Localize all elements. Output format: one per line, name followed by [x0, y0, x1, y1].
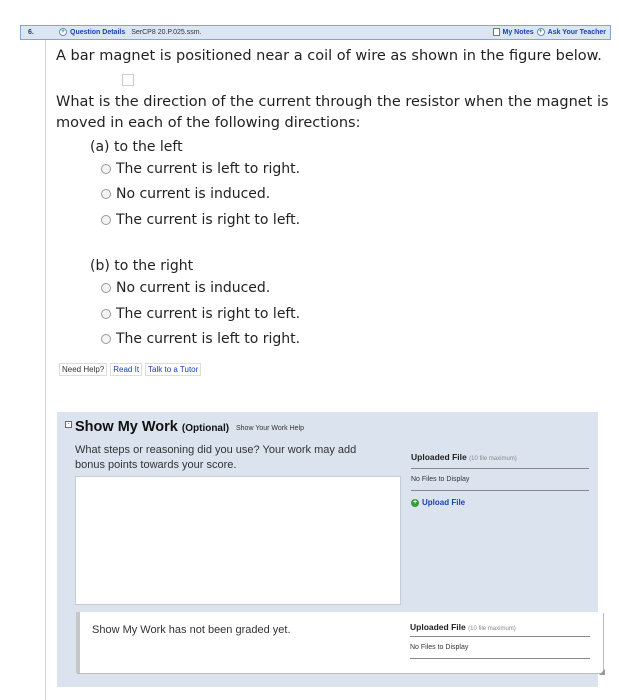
question-details-toggle[interactable]	[59, 28, 202, 36]
part-b-label: (b) to the right	[90, 258, 194, 274]
file-max-note: (10 file maximum)	[469, 456, 517, 462]
expand-circle-icon[interactable]: +	[59, 28, 67, 36]
show-my-work-title	[75, 419, 229, 435]
part-a-option-1[interactable]	[101, 161, 300, 177]
question-number: 6.	[28, 29, 34, 36]
ask-teacher-icon[interactable]: +	[537, 28, 545, 36]
question-header-bar	[20, 25, 611, 40]
talk-to-tutor-button[interactable]: Talk to a Tutor	[145, 363, 201, 376]
part-b-option-2[interactable]	[101, 306, 300, 322]
upload-file-label[interactable]: Upload File	[422, 498, 466, 507]
question-details-link[interactable]: Question Details	[70, 28, 126, 36]
show-my-work-question-line1: What steps or reasoning did you use? Your work may add	[75, 444, 357, 456]
divider	[411, 468, 589, 469]
radio-button[interactable]	[101, 189, 111, 199]
option-label: No current is induced.	[116, 186, 271, 202]
left-divider	[45, 40, 46, 700]
grading-status-box	[76, 612, 603, 673]
help-row	[59, 363, 201, 376]
radio-button[interactable]	[101, 164, 111, 174]
not-graded-message: Show My Work has not been graded yet.	[92, 624, 291, 636]
no-files-label: No Files to Display	[411, 476, 470, 483]
graded-uploaded-file-header	[410, 622, 516, 632]
show-my-work-panel	[57, 412, 598, 687]
option-label: The current is left to right.	[116, 331, 301, 347]
read-it-button[interactable]: Read It	[110, 363, 142, 376]
collapse-icon[interactable]: -	[65, 421, 72, 428]
note-icon[interactable]	[493, 28, 500, 36]
question-id: SerCP8 20.P.025.ssm.	[131, 28, 202, 36]
my-notes-link[interactable]: My Notes	[502, 28, 534, 36]
file-max-note: (10 file maximum)	[468, 626, 516, 632]
uploaded-file-label: Uploaded File	[411, 452, 467, 462]
part-a-option-3[interactable]	[101, 212, 300, 228]
question-intro: A bar magnet is positioned near a coil of wire as shown in the figure below.	[56, 48, 602, 64]
option-label: The current is right to left.	[116, 212, 301, 228]
part-a-option-2[interactable]	[101, 186, 270, 202]
option-label: The current is left to right.	[116, 161, 301, 177]
add-circle-icon[interactable]: +	[412, 498, 418, 506]
question-text-line2: moved in each of the following directions:	[56, 115, 361, 131]
radio-button[interactable]	[101, 334, 111, 344]
resize-corner-icon	[599, 669, 605, 675]
optional-label: (Optional)	[181, 423, 230, 434]
option-label: The current is right to left.	[116, 306, 301, 322]
option-label: No current is induced.	[116, 280, 271, 296]
show-my-work-question-line2: bonus points towards your score.	[75, 459, 237, 471]
work-text-area[interactable]	[75, 476, 401, 605]
no-files-label: No Files to Display	[410, 644, 469, 651]
part-b-option-3[interactable]	[101, 331, 300, 347]
figure-placeholder-icon	[122, 74, 134, 86]
upload-file-button[interactable]	[411, 498, 465, 507]
part-b-option-1[interactable]	[101, 280, 270, 296]
need-help-label: Need Help?	[59, 363, 107, 376]
divider	[411, 490, 589, 491]
question-text-line1: What is the direction of the current through the resistor when the magnet is	[56, 94, 609, 110]
show-my-work-heading: Show My Work	[75, 419, 178, 435]
show-my-work-question	[75, 443, 395, 473]
part-a-label: (a) to the left	[90, 139, 183, 155]
divider	[410, 636, 590, 637]
uploaded-file-header	[411, 452, 517, 462]
radio-button[interactable]	[101, 215, 111, 225]
radio-button[interactable]	[101, 309, 111, 319]
radio-button[interactable]	[101, 283, 111, 293]
uploaded-file-label: Uploaded File	[410, 622, 466, 632]
show-work-help-link[interactable]: Show Your Work Help	[236, 425, 304, 432]
divider	[410, 658, 590, 659]
ask-teacher-link[interactable]: Ask Your Teacher	[547, 28, 606, 36]
